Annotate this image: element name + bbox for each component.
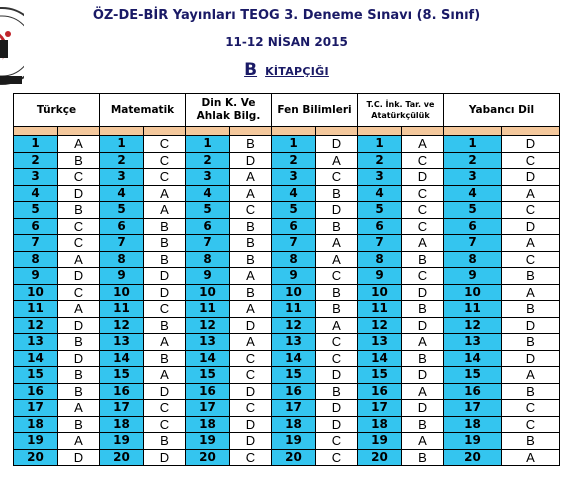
answer-row xyxy=(14,185,560,202)
answer-row xyxy=(14,268,560,285)
question-number: 12 xyxy=(100,317,144,334)
question-number: 17 xyxy=(358,400,402,417)
answer-cell: A xyxy=(144,185,186,202)
question-number: 13 xyxy=(272,334,316,351)
question-number: 15 xyxy=(186,367,230,384)
answer-cell: D xyxy=(402,284,444,301)
question-number: 20 xyxy=(100,449,144,466)
answer-row xyxy=(14,218,560,235)
page-header xyxy=(0,0,573,94)
question-number: 15 xyxy=(444,367,502,384)
answer-cell: B xyxy=(402,350,444,367)
question-number: 7 xyxy=(14,235,58,252)
answer-cell: B xyxy=(144,350,186,367)
answer-cell: D xyxy=(58,317,100,334)
answer-cell: D xyxy=(502,317,560,334)
answer-cell: B xyxy=(502,268,560,285)
question-number: 4 xyxy=(272,185,316,202)
question-number: 2 xyxy=(444,152,502,169)
question-number: 8 xyxy=(358,251,402,268)
question-number: 6 xyxy=(186,218,230,235)
answer-cell: B xyxy=(144,251,186,268)
question-number: 19 xyxy=(358,433,402,450)
question-number: 12 xyxy=(272,317,316,334)
question-number: 13 xyxy=(444,334,502,351)
question-number: 10 xyxy=(100,284,144,301)
answer-cell: C xyxy=(144,301,186,318)
question-number: 20 xyxy=(444,449,502,466)
answer-cell: B xyxy=(58,334,100,351)
question-number: 7 xyxy=(186,235,230,252)
question-number: 9 xyxy=(358,268,402,285)
answer-row xyxy=(14,400,560,417)
answer-cell: D xyxy=(230,433,272,450)
question-number: 10 xyxy=(358,284,402,301)
question-number: 11 xyxy=(14,301,58,318)
question-number: 3 xyxy=(186,169,230,186)
answer-cell: D xyxy=(502,136,560,153)
answer-cell: C xyxy=(230,400,272,417)
question-number: 7 xyxy=(358,235,402,252)
answer-cell: C xyxy=(402,268,444,285)
answer-cell: A xyxy=(230,169,272,186)
answer-cell: B xyxy=(58,367,100,384)
question-number: 3 xyxy=(358,169,402,186)
question-number: 3 xyxy=(444,169,502,186)
question-number: 16 xyxy=(14,383,58,400)
answer-cell: B xyxy=(58,202,100,219)
answer-cell: C xyxy=(144,400,186,417)
question-number: 19 xyxy=(272,433,316,450)
answer-cell: A xyxy=(230,185,272,202)
question-number: 8 xyxy=(14,251,58,268)
question-number: 6 xyxy=(14,218,58,235)
answer-cell: A xyxy=(58,433,100,450)
answer-row xyxy=(14,350,560,367)
answer-cell: A xyxy=(502,367,560,384)
question-number: 10 xyxy=(14,284,58,301)
answer-cell: C xyxy=(144,152,186,169)
answer-cell: C xyxy=(316,334,358,351)
question-number: 14 xyxy=(100,350,144,367)
question-number: 6 xyxy=(272,218,316,235)
answer-cell: B xyxy=(316,383,358,400)
question-number: 13 xyxy=(100,334,144,351)
answer-cell: C xyxy=(402,152,444,169)
answer-cell: C xyxy=(144,169,186,186)
answer-cell: C xyxy=(230,449,272,466)
answer-cell: A xyxy=(402,383,444,400)
answer-cell: D xyxy=(316,136,358,153)
answer-row xyxy=(14,416,560,433)
answer-cell: B xyxy=(402,251,444,268)
answer-row xyxy=(14,152,560,169)
answer-cell: A xyxy=(144,202,186,219)
answer-cell: C xyxy=(402,202,444,219)
question-number: 19 xyxy=(186,433,230,450)
answer-cell: B xyxy=(502,433,560,450)
question-number: 1 xyxy=(358,136,402,153)
question-number: 6 xyxy=(100,218,144,235)
question-number: 20 xyxy=(14,449,58,466)
question-number: 7 xyxy=(444,235,502,252)
answer-cell: B xyxy=(230,136,272,153)
question-number: 12 xyxy=(358,317,402,334)
answer-cell: A xyxy=(502,235,560,252)
question-number: 6 xyxy=(444,218,502,235)
question-number: 16 xyxy=(358,383,402,400)
question-number: 16 xyxy=(100,383,144,400)
answer-cell: A xyxy=(230,301,272,318)
question-number: 12 xyxy=(14,317,58,334)
question-number: 11 xyxy=(186,301,230,318)
answer-cell: B xyxy=(144,317,186,334)
booklet-letter: B xyxy=(244,60,258,80)
question-number: 14 xyxy=(358,350,402,367)
answer-cell: D xyxy=(58,185,100,202)
question-number: 19 xyxy=(100,433,144,450)
answer-cell: B xyxy=(144,433,186,450)
question-number: 10 xyxy=(272,284,316,301)
question-number: 17 xyxy=(272,400,316,417)
question-number: 10 xyxy=(444,284,502,301)
answer-cell: D xyxy=(402,317,444,334)
answer-row xyxy=(14,433,560,450)
question-number: 1 xyxy=(186,136,230,153)
answer-row xyxy=(14,169,560,186)
question-number: 2 xyxy=(272,152,316,169)
question-number: 15 xyxy=(358,367,402,384)
question-number: 2 xyxy=(186,152,230,169)
question-number: 20 xyxy=(358,449,402,466)
answer-cell: A xyxy=(402,433,444,450)
answer-cell: B xyxy=(502,301,560,318)
answer-cell: C xyxy=(316,449,358,466)
answer-row xyxy=(14,202,560,219)
question-number: 9 xyxy=(14,268,58,285)
answer-cell: B xyxy=(144,218,186,235)
answer-cell: A xyxy=(502,449,560,466)
question-number: 11 xyxy=(358,301,402,318)
question-number: 2 xyxy=(100,152,144,169)
question-number: 1 xyxy=(272,136,316,153)
question-number: 8 xyxy=(444,251,502,268)
answer-cell: D xyxy=(58,268,100,285)
answer-cell: B xyxy=(230,284,272,301)
question-number: 5 xyxy=(444,202,502,219)
answer-cell: A xyxy=(230,268,272,285)
question-number: 16 xyxy=(272,383,316,400)
booklet-label xyxy=(0,60,573,80)
answer-cell: D xyxy=(58,449,100,466)
answer-row xyxy=(14,284,560,301)
answer-cell: B xyxy=(144,235,186,252)
question-number: 16 xyxy=(444,383,502,400)
answer-cell: A xyxy=(58,251,100,268)
answer-cell: B xyxy=(230,235,272,252)
subject-header-yabanci-dil: Yabancı Dil xyxy=(444,94,560,127)
question-number: 20 xyxy=(186,449,230,466)
question-number: 4 xyxy=(358,185,402,202)
answer-cell: A xyxy=(230,334,272,351)
question-number: 4 xyxy=(186,185,230,202)
answer-cell: A xyxy=(144,367,186,384)
answer-key-table xyxy=(13,93,560,466)
question-number: 11 xyxy=(272,301,316,318)
question-number: 5 xyxy=(100,202,144,219)
question-number: 4 xyxy=(100,185,144,202)
answer-cell: D xyxy=(230,383,272,400)
question-number: 17 xyxy=(14,400,58,417)
answer-cell: D xyxy=(144,449,186,466)
question-number: 4 xyxy=(14,185,58,202)
question-number: 15 xyxy=(272,367,316,384)
answer-cell: D xyxy=(316,367,358,384)
subject-header-fen: Fen Bilimleri xyxy=(272,94,358,127)
answer-cell: A xyxy=(402,136,444,153)
answer-cell: D xyxy=(230,152,272,169)
question-number: 14 xyxy=(444,350,502,367)
answer-cell: B xyxy=(316,218,358,235)
answer-cell: B xyxy=(502,334,560,351)
question-number: 16 xyxy=(186,383,230,400)
answer-table-body xyxy=(14,136,560,466)
question-number: 6 xyxy=(358,218,402,235)
answer-cell: D xyxy=(316,416,358,433)
answer-cell: C xyxy=(58,235,100,252)
answer-cell: C xyxy=(402,185,444,202)
question-number: 11 xyxy=(100,301,144,318)
exam-date: 11-12 NİSAN 2015 xyxy=(225,35,348,49)
question-number: 3 xyxy=(14,169,58,186)
answer-cell: A xyxy=(58,301,100,318)
answer-cell: A xyxy=(144,334,186,351)
question-number: 18 xyxy=(14,416,58,433)
answer-cell: B xyxy=(316,301,358,318)
subheader-strip xyxy=(14,127,560,136)
subject-header-din: Din K. Ve Ahlak Bilg. xyxy=(186,94,272,127)
answer-cell: B xyxy=(402,449,444,466)
answer-cell: B xyxy=(230,251,272,268)
question-number: 1 xyxy=(100,136,144,153)
answer-cell: C xyxy=(316,350,358,367)
answer-cell: A xyxy=(502,284,560,301)
question-number: 8 xyxy=(272,251,316,268)
question-number: 13 xyxy=(14,334,58,351)
answer-cell: A xyxy=(316,251,358,268)
question-number: 18 xyxy=(444,416,502,433)
answer-cell: D xyxy=(402,400,444,417)
answer-cell: D xyxy=(316,202,358,219)
question-number: 9 xyxy=(272,268,316,285)
question-number: 10 xyxy=(186,284,230,301)
question-number: 7 xyxy=(100,235,144,252)
question-number: 19 xyxy=(444,433,502,450)
answer-cell: A xyxy=(402,235,444,252)
answer-cell: D xyxy=(230,416,272,433)
question-number: 5 xyxy=(358,202,402,219)
answer-cell: C xyxy=(230,202,272,219)
question-number: 20 xyxy=(272,449,316,466)
answer-cell: C xyxy=(58,169,100,186)
answer-row xyxy=(14,136,560,153)
question-number: 4 xyxy=(444,185,502,202)
subject-header-inkilap: T.C. İnk. Tar. ve Atatürkçülük xyxy=(358,94,444,127)
answer-row xyxy=(14,251,560,268)
answer-cell: B xyxy=(58,416,100,433)
answer-cell: D xyxy=(316,400,358,417)
answer-cell: C xyxy=(316,169,358,186)
question-number: 9 xyxy=(444,268,502,285)
answer-cell: A xyxy=(58,136,100,153)
subject-header-turkce: Türkçe xyxy=(14,94,100,127)
question-number: 2 xyxy=(14,152,58,169)
question-number: 9 xyxy=(186,268,230,285)
question-number: 8 xyxy=(186,251,230,268)
question-number: 12 xyxy=(186,317,230,334)
answer-cell: B xyxy=(230,218,272,235)
question-number: 3 xyxy=(100,169,144,186)
answer-row xyxy=(14,383,560,400)
question-number: 18 xyxy=(100,416,144,433)
question-number: 5 xyxy=(14,202,58,219)
question-number: 18 xyxy=(272,416,316,433)
answer-cell: B xyxy=(58,152,100,169)
answer-cell: B xyxy=(502,383,560,400)
answer-cell: A xyxy=(502,185,560,202)
question-number: 1 xyxy=(444,136,502,153)
answer-cell: C xyxy=(502,251,560,268)
question-number: 17 xyxy=(100,400,144,417)
answer-cell: D xyxy=(502,350,560,367)
question-number: 3 xyxy=(272,169,316,186)
question-number: 13 xyxy=(186,334,230,351)
answer-cell: C xyxy=(316,268,358,285)
subject-header-matematik: Matematik xyxy=(100,94,186,127)
answer-cell: D xyxy=(144,284,186,301)
answer-cell: B xyxy=(402,301,444,318)
question-number: 5 xyxy=(272,202,316,219)
answer-cell: D xyxy=(144,383,186,400)
question-number: 7 xyxy=(272,235,316,252)
answer-cell: C xyxy=(144,136,186,153)
question-number: 9 xyxy=(100,268,144,285)
answer-cell: C xyxy=(230,367,272,384)
question-number: 11 xyxy=(444,301,502,318)
question-number: 12 xyxy=(444,317,502,334)
question-number: 19 xyxy=(14,433,58,450)
answer-row xyxy=(14,449,560,466)
answer-row xyxy=(14,235,560,252)
question-number: 13 xyxy=(358,334,402,351)
answer-cell: A xyxy=(316,317,358,334)
answer-cell: C xyxy=(144,416,186,433)
answer-cell: C xyxy=(230,350,272,367)
answer-row xyxy=(14,367,560,384)
answer-cell: D xyxy=(230,317,272,334)
answer-cell: D xyxy=(402,367,444,384)
booklet-word: KİTAPÇIĞI xyxy=(265,65,329,78)
answer-row xyxy=(14,301,560,318)
question-number: 18 xyxy=(358,416,402,433)
answer-cell: B xyxy=(402,416,444,433)
question-number: 8 xyxy=(100,251,144,268)
answer-cell: A xyxy=(402,334,444,351)
answer-cell: D xyxy=(402,169,444,186)
answer-cell: D xyxy=(502,169,560,186)
question-number: 15 xyxy=(100,367,144,384)
question-number: 15 xyxy=(14,367,58,384)
question-number: 5 xyxy=(186,202,230,219)
question-number: 14 xyxy=(272,350,316,367)
answer-cell: C xyxy=(502,400,560,417)
answer-cell: C xyxy=(502,152,560,169)
question-number: 1 xyxy=(14,136,58,153)
answer-cell: D xyxy=(58,350,100,367)
answer-cell: C xyxy=(502,202,560,219)
question-number: 17 xyxy=(444,400,502,417)
answer-cell: C xyxy=(502,416,560,433)
exam-title: ÖZ-DE-BİR Yayınları TEOG 3. Deneme Sınavı (8. Sınıf) xyxy=(92,8,481,23)
answer-cell: C xyxy=(58,284,100,301)
answer-cell: C xyxy=(402,218,444,235)
question-number: 18 xyxy=(186,416,230,433)
question-number: 17 xyxy=(186,400,230,417)
answer-row xyxy=(14,317,560,334)
answer-cell: B xyxy=(316,284,358,301)
answer-cell: A xyxy=(58,400,100,417)
answer-cell: D xyxy=(502,218,560,235)
question-number: 2 xyxy=(358,152,402,169)
answer-row xyxy=(14,334,560,351)
question-number: 14 xyxy=(186,350,230,367)
answer-cell: A xyxy=(316,235,358,252)
question-number: 14 xyxy=(14,350,58,367)
answer-cell: A xyxy=(316,152,358,169)
answer-cell: B xyxy=(316,185,358,202)
answer-cell: D xyxy=(144,268,186,285)
answer-cell: B xyxy=(58,383,100,400)
answer-cell: C xyxy=(316,433,358,450)
answer-cell: C xyxy=(58,218,100,235)
